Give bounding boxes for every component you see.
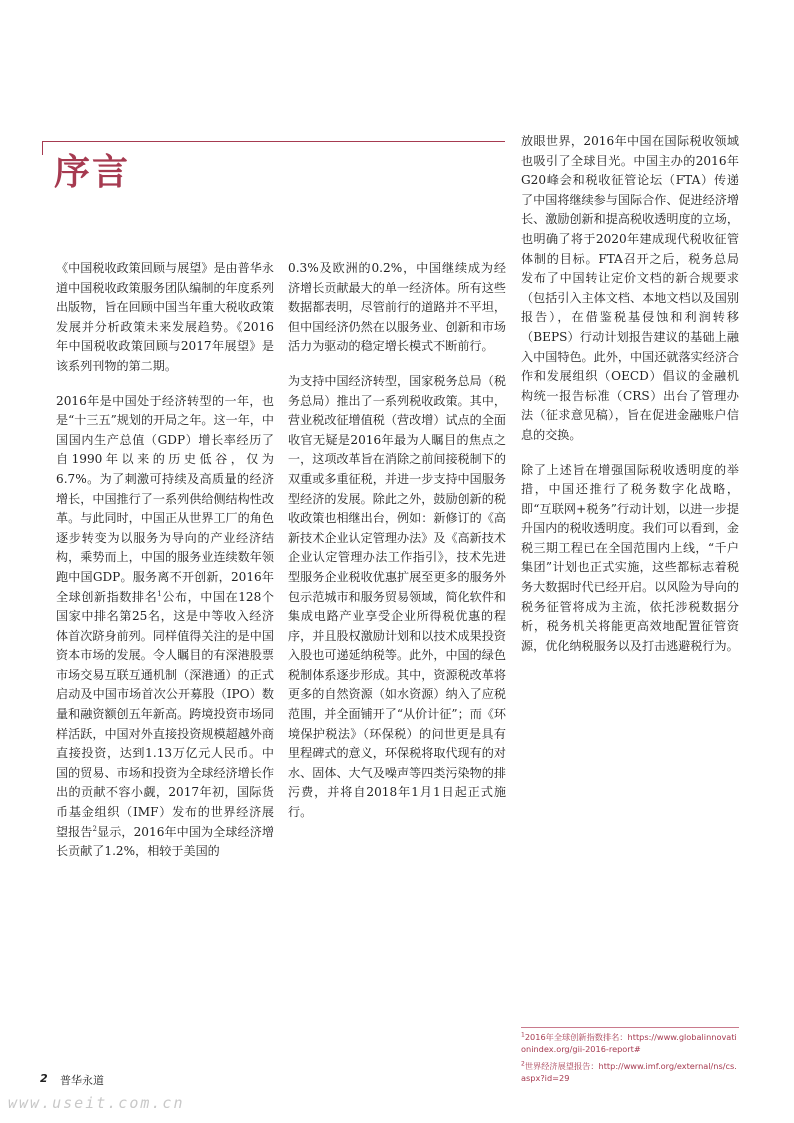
text-column-3 [521,132,739,656]
paragraph: 为支持中国经济转型，国家税务总局（税务总局）推出了一系列税收政策。其中，营业税改征增值税（营改增）试点的全面收官无疑是2016年最为人瞩目的焦点之一，这项改革旨在消除之前间接税制下的双重或多重征税，并进一步支持中国服务型经济的发展。除此之外，鼓励创新的税收政策也相继出台，例如：新修订的《高新技术企业认定管理办法》及《高新技术企业认定管理办法工作指引》，技术先进型服务企业税收优惠扩展至更多的服务外包示范城市和服务贸易领域，简化软件和集成电路产业享受企业所得税优惠的程序，并且股权激励计划和以技术成果投资入股也可递延纳税等。此外，中国的绿色税制体系逐步形成。其中，资源税改革将更多的自然资源（如水资源）纳入了应税范围，并全面铺开了“从价计征”；而《环境保护税法》（环保税）的问世更是具有里程碑式的意义，环保税将取代现有的对水、固体、大气及噪声等四类污染物的排污费，并将自2018年1月1日起正式施行。 [288,373,506,820]
text-column-1 [56,259,274,862]
footnote-ref[interactable]: 1 [157,589,162,598]
footnote-1[interactable] [521,1031,741,1055]
paragraph-text: 显示，2016年中国为全球经济增长贡献了1.2%，相较于美国的 [56,824,274,859]
footnote-ref[interactable]: 2 [92,824,97,833]
watermark: www.useit.com.cn [8,1094,185,1112]
text-column-2 [288,259,506,823]
brand-name: 普华永道 [60,1074,104,1087]
paragraph: 《中国税收政策回顾与展望》是由普华永道中国税收政策服务团队编制的年度系列出版物，旨在回顾中国当年重大税收政策发展并分析政策未来发展趋势。《2016年中国税收政策回顾与2017年展望》是该系列刊物的第二期。 [56,261,274,373]
title-rule [42,141,505,142]
page-number: 2 [40,1072,48,1085]
paragraph: 0.3%及欧洲的0.2%，中国继续成为经济增长贡献最大的单一经济体。所有这些数据都表明，尽管前行的道路并不平坦，但中国经济仍然在以服务业、创新和市场活力为驱动的稳定增长模式不断前行。 [288,261,506,354]
footnote-number: 1 [521,1031,525,1039]
paragraph-text: 公布，中国在128个国家中排名第25名，这是中等收入经济体首次跻身前列。同样值得关注的是中国资本市场的发展。令人瞩目的有深港股票市场交易互联互通机制（深港通）的正式启动及中国市场首次公开募股（IPO）数量和融资额创五年新高。跨境投资市场同样活跃，中国对外直接投资规模超越外商直接投资，达到1.13万亿元人民币。中国的贸易、市场和投资为全球经济增长作出的贡献不容小觑，2017年初，国际货币基金组织（IMF）发布的世界经济展望报告 [56,589,274,839]
page-title: 序言 [54,151,131,193]
footnote-text: 世界经济展望报告：http://www.imf.org/external/ns/cs.aspx?id=29 [521,1061,737,1083]
footnote-2[interactable] [521,1060,741,1084]
footnotes [521,1031,741,1089]
paragraph: 除了上述旨在增强国际税收透明度的举措，中国还推行了税务数字化战略，即“互联网+税务”行动计划，以进一步提升国内的税收透明度。我们可以看到，金税三期工程已在全国范围内上线，“千户集团”计划也正式实施，这些都标志着税务大数据时代已经开启。以风险为导向的税务征管将成为主流，依托涉税数据分析，税务机关将能更高效地配置征管资源，优化纳税服务以及打击逃避税行为。 [521,462,739,653]
paragraph [56,392,274,862]
paragraph-text: 2016年是中国处于经济转型的一年，也是“十三五”规划的开局之年。这一年，中国国内生产总值（GDP）增长率经历了自1990年以来的历史低谷，仅为6.7%。为了刺激可持续及高质量的经济增长，中国推行了一系列供给侧结构性改革。与此同时，中国正从世界工厂的角色逐步转变为以服务为导向的产业经济结构，乘势而上，中国的服务业连续数年领跑中国GDP。服务离不开创新，2016年全球创新指数排名 [56,393,274,604]
title-rule-tick [42,141,43,155]
footnote-text: 2016年全球创新指数排名：https://www.globalinnovationindex.org/gii-2016-report# [521,1032,737,1054]
paragraph: 放眼世界，2016年中国在国际税收领域也吸引了全球目光。中国主办的2016年G20峰会和税收征管论坛（FTA）传递了中国将继续参与国际合作、促进经济增长、激励创新和提高税收透明度的立场，也明确了将于2020年建成现代税收征管体制的目标。FTA召开之后，税务总局发布了中国转让定价文档的新合规要求（包括引入主体文档、本地文档以及国别报告），在借鉴税基侵蚀和利润转移（BEPS）行动计划报告建议的基础上融入中国特色。此外，中国还就落实经济合作和发展组织（OECD）倡议的金融机构统一报告标准（CRS）出台了管理办法（征求意见稿），旨在促进金融账户信息的交换。 [521,134,739,442]
footnote-rule [521,1027,739,1028]
footnote-number: 2 [521,1060,525,1068]
